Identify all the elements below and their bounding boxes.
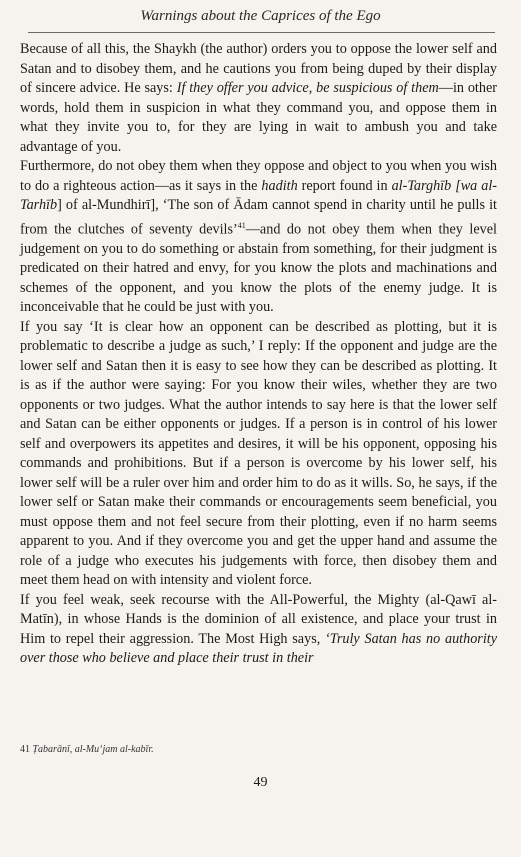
footnote-text: Ṭabarānī, al-Mu‘jam al-kabīr.: [32, 744, 154, 755]
paragraph-3: If you say ‘It is clear how an opponent can be described as plotting, but it is problematic to describe a judge as such,’ I reply: If the opponent and judge are the lower self and Satan then it is easy to see how they can be described as plotting. It is as if the author were saying: For you know their wiles, whether they are two opponents or two judges. What the author intends to say here is that the lower self and Satan can be either opponents or judges. If a person is in control of his lower self and overpowers its appetites and desires, it will be his opponent, opposing his commands and prohibitions. But if a person is overcome by his lower self, his lower self will be a ruler over him and order him to do as it wills. So, he says, if the lower self or Satan make their commands or encouragements seem beneficial, you must oppose them and not feel secure from their plotting, even if no harm seems apparent to you. And if they overcome you and get the upper hand and assume the role of a judge who executes his judgements with force, then disobey them and meet them head on with intensity and violent force.: [20, 318, 497, 589]
footnote-number: 41: [20, 744, 30, 755]
header-rule: [28, 32, 495, 33]
footnote: [20, 744, 490, 755]
page-number: 49: [253, 775, 268, 790]
paragraph-2: Furthermore, do not obey them when they oppose and object to you when you wish to do a righteous action—as it says in the hadith report found in al-Targhīb [wa al-Tarhīb] of al-Mundhirī], ‘The son of Ādam cannot spend in charity until he pulls it from the clutches of seventy devils’$^{41}$—and do not obey them when they level judgement on you to do something or abstain from something, for their judgment is predicated on their hatred and envy, for you know the plots and machinations and schemes of the opponent, and you know the plots of the enemy judge. It is inconceivable that he could be just with you.: [20, 158, 497, 316]
running-title: Warnings about the Caprices of the Ego: [140, 8, 381, 24]
paragraph-4: If you feel weak, seek recourse with the All-Powerful, the Mighty (al-Qawī al-Matīn), in whose Hands is the dominion of all existence, and place your trust in Him to repel their aggression. The Most High says, ‘Truly Satan has no authority over those who believe and place their trust in their: [20, 591, 497, 667]
footnote-ref[interactable]: 41: [237, 220, 246, 230]
body-text: [20, 40, 497, 669]
paragraph-1: Because of all this, the Shaykh (the author) orders you to oppose the lower self and Satan and to disobey them, and he cautions you from being duped by their display of sincere advice. He says: If they offer you advice, be suspicious of them—in other words, hold them in suspicion in what they command you, and oppose them in what they invite you to, for they are lying in wait to ambush you and take advantage of you.: [20, 41, 497, 155]
